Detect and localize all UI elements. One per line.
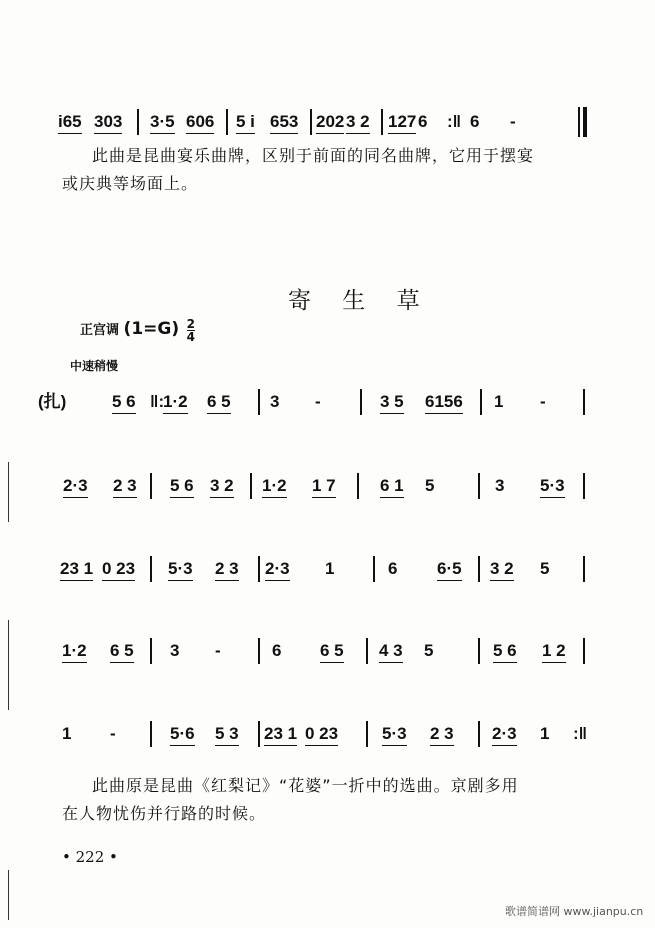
- note-group: 3 2: [346, 112, 370, 134]
- note-group: 5·6: [170, 724, 195, 746]
- note-group: 3: [170, 641, 180, 660]
- barline: [583, 556, 585, 582]
- dash-note: -: [540, 392, 546, 411]
- barline: [258, 556, 260, 582]
- dash-note: -: [510, 112, 516, 131]
- note-group: 2·3: [492, 724, 517, 746]
- barline: [357, 473, 359, 499]
- note-group: 3: [270, 392, 280, 411]
- barline: [258, 389, 260, 415]
- scan-edge: [8, 870, 9, 920]
- repeat-sign: :‖: [447, 112, 462, 131]
- note-group: 1: [494, 392, 504, 411]
- barline: [366, 721, 368, 747]
- song-title: 寄 生 草: [288, 288, 432, 314]
- note-group: 1·2: [62, 641, 87, 663]
- time-numerator: 2: [186, 317, 196, 331]
- note-group: 5: [425, 476, 435, 495]
- note-group: 6 5: [320, 641, 344, 663]
- barline: [150, 721, 152, 747]
- barline: [226, 109, 228, 135]
- dash-note: -: [315, 392, 321, 411]
- note-group: 4 3: [379, 641, 403, 663]
- note-group: 0 23: [305, 724, 338, 746]
- note-group: 3 2: [210, 476, 234, 498]
- note-group: 6: [272, 641, 282, 660]
- barline: [250, 473, 252, 499]
- scan-edge: [8, 620, 9, 710]
- note-group: 606: [186, 112, 214, 134]
- dash-note: -: [215, 641, 221, 660]
- note-group: 6: [388, 559, 398, 578]
- note-group: 6 5: [110, 641, 134, 663]
- barline: [310, 109, 312, 135]
- note-group: 23 1: [264, 724, 297, 746]
- note-group: 5 3: [215, 724, 239, 746]
- barline: [583, 389, 585, 415]
- note-group: 5: [540, 559, 550, 578]
- note-group: i65: [58, 112, 82, 134]
- note-group: 5·3: [168, 559, 193, 581]
- note-group: 5 6: [493, 641, 517, 663]
- barline: [150, 473, 152, 499]
- note-group: 5 6: [170, 476, 194, 498]
- note-group: 1·2: [262, 476, 287, 498]
- barline: [381, 109, 383, 135]
- barline: [360, 389, 362, 415]
- note-group: 5 i: [236, 112, 255, 134]
- note-group: 23 1: [60, 559, 93, 581]
- barline: [258, 721, 260, 747]
- note-paragraph-2-cont: 在人物忧伤并行路的时候。: [62, 804, 267, 823]
- barline: [478, 721, 480, 747]
- repeat-sign: ‖:: [150, 392, 165, 411]
- tempo-marking: 中速稍慢: [70, 359, 119, 373]
- barline: [150, 638, 152, 664]
- note-paragraph-2: 此曲原是昆曲《红梨记》“花婆”一折中的选曲。京剧多用: [92, 776, 519, 795]
- note-group: 6: [470, 112, 480, 131]
- barline: [137, 109, 139, 135]
- note-group: 6 1: [380, 476, 404, 498]
- note-group: 2·3: [63, 476, 88, 498]
- barline: [258, 638, 260, 664]
- note-group: 127: [388, 112, 416, 134]
- note-group: 1 2: [542, 641, 566, 663]
- note-group: 0 23: [102, 559, 135, 581]
- barline: [478, 638, 480, 664]
- barline: [583, 473, 585, 499]
- barline: [150, 556, 152, 582]
- note-group: 6 5: [207, 392, 231, 414]
- note-paragraph-1: 此曲是昆曲宴乐曲牌，区别于前面的同名曲牌，它用于摆宴: [92, 146, 535, 165]
- note-group: 5·3: [540, 476, 565, 498]
- time-signature: [187, 318, 195, 343]
- instrument-cue: (扎): [38, 392, 67, 411]
- page-number: • 222 •: [62, 848, 118, 866]
- note-group: 1·2: [163, 392, 188, 414]
- note-group: 2 3: [215, 559, 239, 581]
- scan-edge: [8, 462, 9, 522]
- note-group: 6156: [425, 392, 463, 414]
- note-group: 1: [540, 724, 550, 743]
- note-group: 1 7: [312, 476, 336, 498]
- key-signature: [80, 318, 195, 343]
- note-group: 6·5: [437, 559, 462, 581]
- note-group: 653: [270, 112, 298, 134]
- note-group: 2 3: [113, 476, 137, 498]
- note-group: 3·5: [150, 112, 175, 134]
- note-group: 2 3: [430, 724, 454, 746]
- note-group: 3: [495, 476, 505, 495]
- mode-label: 正宫调: [80, 323, 120, 338]
- note-group: 202: [316, 112, 344, 134]
- note-group: 5·3: [382, 724, 407, 746]
- barline: [478, 556, 480, 582]
- repeat-sign: :‖: [573, 724, 588, 743]
- note-group: 1: [325, 559, 335, 578]
- barline: [583, 638, 585, 664]
- dash-note: -: [110, 724, 116, 743]
- barline: [373, 556, 375, 582]
- barline: [366, 638, 368, 664]
- note-paragraph-1-cont: 或庆典等场面上。: [62, 174, 199, 193]
- note-group: 2·3: [265, 559, 290, 581]
- note-group: 3 5: [380, 392, 404, 414]
- note-group: 5: [424, 641, 434, 660]
- note-group: 6: [418, 112, 428, 131]
- watermark: 歌谱简谱网 www.jianpu.cn: [505, 905, 644, 918]
- note-group: 1: [62, 724, 72, 743]
- note-group: 5 6: [112, 392, 136, 414]
- barline: [480, 389, 482, 415]
- final-barline: [578, 107, 587, 137]
- time-denominator: 4: [186, 330, 196, 344]
- key-label: (1=G): [123, 319, 180, 339]
- note-group: 303: [94, 112, 122, 134]
- note-group: 3 2: [490, 559, 514, 581]
- barline: [478, 473, 480, 499]
